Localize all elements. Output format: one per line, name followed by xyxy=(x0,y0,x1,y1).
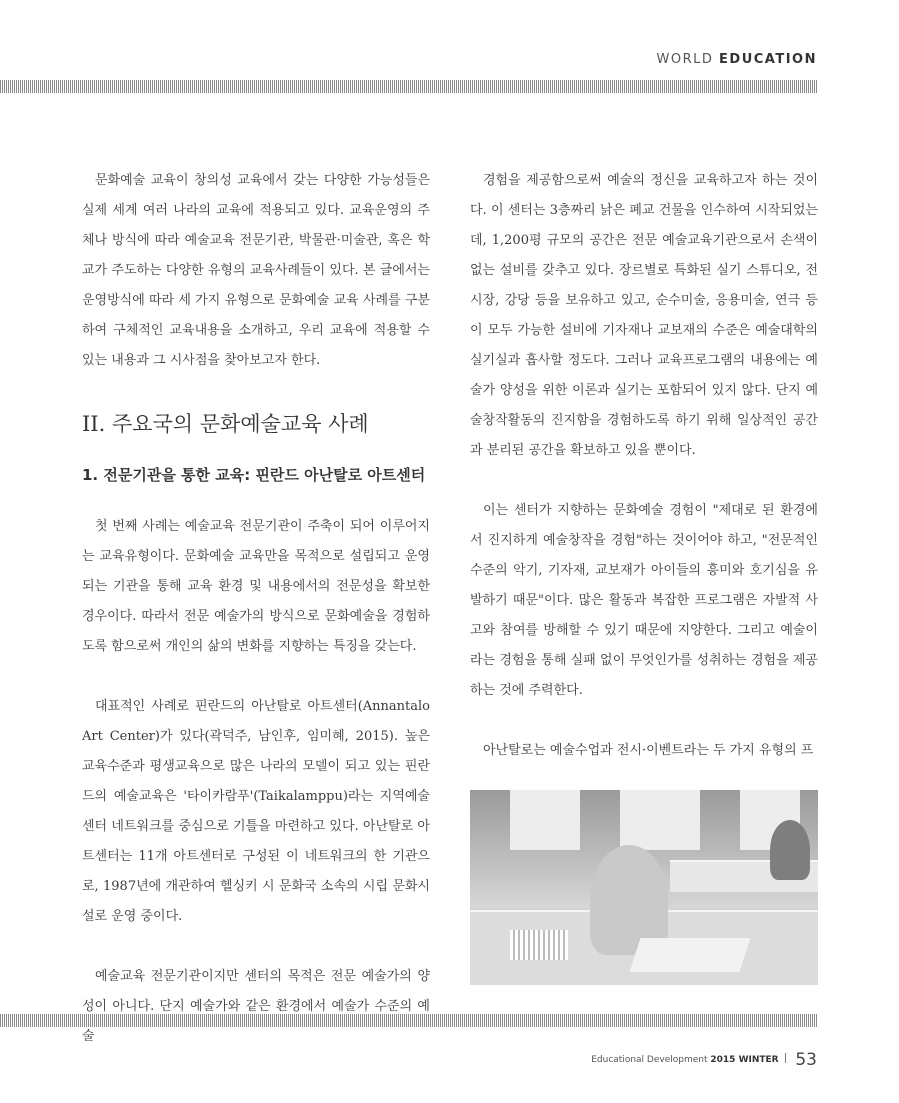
bottom-hatched-rule xyxy=(0,1014,818,1027)
subsection-title: 1. 전문기관을 통한 교육: 핀란드 아난탈로 아트센터 xyxy=(82,466,426,484)
footer-separator xyxy=(785,1053,786,1063)
journal-name: Educational Development xyxy=(591,1055,708,1065)
body-paragraph: 예술교육 전문기관이지만 센터의 목적은 전문 예술가의 양성이 아니다. 단지 예술가와 같은 환경에서 예술가 수준의 예술 xyxy=(82,969,430,1044)
photo-basket xyxy=(510,930,568,960)
right-column xyxy=(470,166,818,985)
body-paragraph: 아난탈로는 예술수업과 전시·이벤트라는 두 가지 유형의 프 xyxy=(483,743,814,758)
body-paragraph: 첫 번째 사례는 예술교육 전문기관이 주축이 되어 이루어지는 교육유형이다. 문화예술 교육만을 목적으로 설립되고 운영되는 기관을 통해 교육 환경 및 내용에서의 전문성을 확보한 경우이다. 따라서 전문 예술가의 방식으로 문화예술을 경험하도록 함으로써 개인의 삶의 변화를 지향하는 특징을 갖는다. xyxy=(82,519,430,654)
section-title: II. 주요국의 문화예술교육 사례 xyxy=(82,412,369,436)
page-number: 53 xyxy=(795,1050,817,1070)
running-header xyxy=(657,52,817,67)
header-label-light: WORLD xyxy=(656,52,714,67)
photo-book xyxy=(629,938,750,972)
classroom-photo xyxy=(470,790,818,985)
page-footer xyxy=(591,1050,817,1070)
issue-label: 2015 WINTER xyxy=(710,1055,779,1065)
body-paragraph: 이는 센터가 지향하는 문화예술 경험이 "제대로 된 환경에서 진지하게 예술창작을 경험"하는 것이어야 하고, "전문적인 수준의 악기, 기자재, 교보재가 아이들의 흥미와 호기심을 유발하기 때문"이다. 많은 활동과 복잡한 프로그램은 자발적 사고와 참여를 방해할 수 있기 때문에 지양한다. 그리고 예술이라는 경험을 통해 실패 없이 무엇인가를 성취하는 경험을 제공하는 것에 주력한다. xyxy=(470,503,818,698)
photo-window xyxy=(510,790,580,850)
body-paragraph: 경험을 제공함으로써 예술의 정신을 교육하고자 하는 것이다. 이 센터는 3층짜리 낡은 폐교 건물을 인수하여 시작되었는데, 1,200평 규모의 공간은 전문 예술교육기관으로서 손색이 없는 설비를 갖추고 있다. 장르별로 특화된 실기 스튜디오, 전시장, 강당 등을 보유하고 있고, 순수미술, 응용미술, 연극 등이 모두 가능한 설비에 기자재나 교보재의 수준은 예술대학의 실기실과 흡사할 정도다. 그러나 교육프로그램의 내용에는 예술가 양성을 위한 이론과 실기는 포함되어 있지 않다. 단지 예술창작활동의 진지함을 경험하도록 하기 위해 일상적인 공간과 분리된 공간을 확보하고 있을 뿐이다. xyxy=(470,173,818,458)
header-label-bold: EDUCATION xyxy=(719,52,817,67)
top-hatched-rule xyxy=(0,80,818,93)
photo-window xyxy=(620,790,700,850)
photo-child xyxy=(770,820,810,880)
intro-paragraph: 문화예술 교육이 창의성 교육에서 갖는 다양한 가능성들은 실제 세계 여러 나라의 교육에 적용되고 있다. 교육운영의 주체나 방식에 따라 예술교육 전문기관, 박물관·미술관, 혹은 학교가 주도하는 다양한 유형의 교육사례들이 있다. 본 글에서는 운영방식에 따라 세 가지 유형으로 문화예술 교육 사례를 구분하여 구체적인 교육내용을 소개하고, 우리 교육에 적용할 수 있는 내용과 그 시사점을 찾아보고자 한다. xyxy=(82,173,430,368)
left-column xyxy=(82,166,430,1052)
body-paragraph: 대표적인 사례로 핀란드의 아난탈로 아트센터(Annantalo Art Center)가 있다(곽덕주, 남인후, 임미혜, 2015). 높은 교육수준과 평생교육으로 많은 나라의 모델이 되고 있는 핀란드의 예술교육은 '타이카람푸'(Taikalamppu)라는 지역예술센터 네트워크를 중심으로 기틀을 마련하고 있다. 아난탈로 아트센터는 11개 아트센터로 구성된 이 네트워크의 한 기관으로, 1987년에 개관하여 헬싱키 시 문화국 소속의 시립 문화시설로 운영 중이다. xyxy=(82,699,430,924)
